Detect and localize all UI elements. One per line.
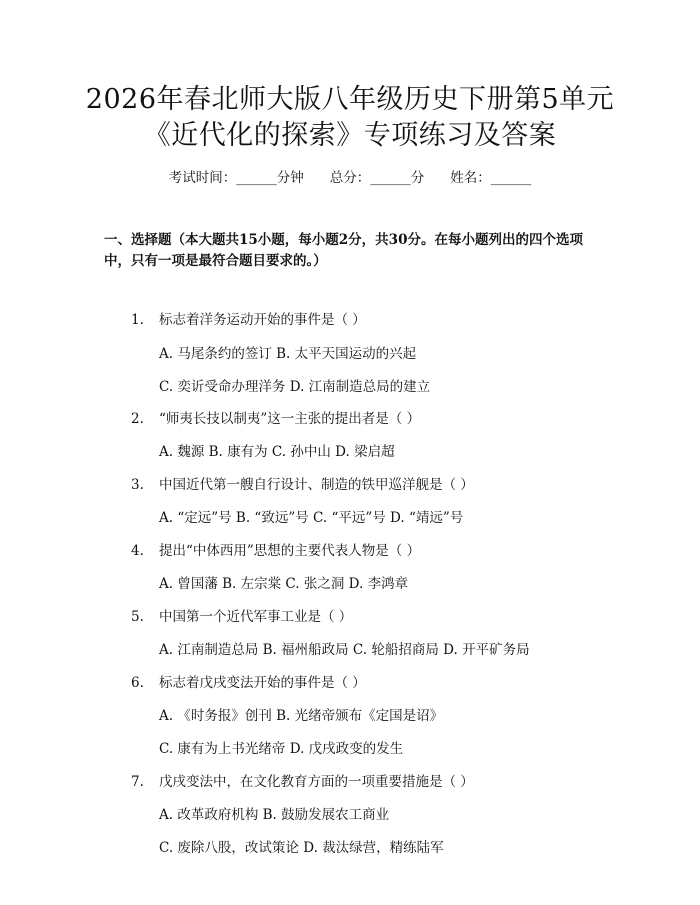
question-number: 3. xyxy=(131,477,144,493)
question-options: A. 《时务报》创刊 B. 光绪帝颁布《定国是诏》 xyxy=(159,708,444,724)
question-options: A. 魏源 B. 康有为 C. 孙中山 D. 梁启超 xyxy=(159,444,395,460)
question-number: 4. xyxy=(131,543,144,559)
question-options: A. 马尾条约的签订 B. 太平天国运动的兴起 xyxy=(159,346,417,362)
question-number: 6. xyxy=(131,675,144,691)
question-text: 中国近代第一艘自行设计、制造的铁甲巡洋舰是（ ） xyxy=(159,477,474,493)
exam-title-line2: 《近代化的探索》专项练习及答案 xyxy=(143,120,557,151)
question-number: 1. xyxy=(131,312,144,328)
total-score-field: 总分：______分 xyxy=(329,170,425,186)
question-options: A. 改革政府机构 B. 鼓励发展农工商业 xyxy=(159,807,390,823)
question-options: C. 奕䜣受命办理洋务 D. 江南制造总局的建立 xyxy=(159,379,431,395)
question-text: “师夷长技以制夷”这一主张的提出者是（ ） xyxy=(159,411,421,427)
question-text: 提出“中体西用”思想的主要代表人物是（ ） xyxy=(159,543,421,559)
question-text: 标志着戊戌变法开始的事件是（ ） xyxy=(159,675,366,691)
student-name-field: 姓名：______ xyxy=(450,170,532,186)
exam-time-field: 考试时间：______分钟 xyxy=(168,170,304,186)
question-options: A. 曾国藩 B. 左宗棠 C. 张之洞 D. 李鸿章 xyxy=(159,576,409,592)
question-options: C. 废除八股，改试策论 D. 裁汰绿营，精练陆军 xyxy=(159,840,444,856)
question-number: 2. xyxy=(131,411,144,427)
question-text: 戊戌变法中，在文化教育方面的一项重要措施是（ ） xyxy=(159,774,474,790)
exam-title-line1: 2026年春北师大版八年级历史下册第5单元 xyxy=(85,84,615,115)
question-number: 5. xyxy=(131,609,144,625)
question-options: C. 康有为上书光绪帝 D. 戊戌政变的发生 xyxy=(159,741,404,757)
question-options: A. 江南制造总局 B. 福州船政局 C. 轮船招商局 D. 开平矿务局 xyxy=(159,642,530,658)
question-options: A. “定远”号 B. “致远”号 C. “平远”号 D. “靖远”号 xyxy=(159,510,464,526)
question-text: 标志着洋务运动开始的事件是（ ） xyxy=(159,312,366,328)
exam-meta-line xyxy=(0,169,700,187)
question-text: 中国第一个近代军事工业是（ ） xyxy=(159,609,353,625)
section-heading: 一、选择题（本大题共15小题，每小题2分，共30分。在每小题列出的四个选项中，只有一项是最符合题目要求的。） xyxy=(104,232,583,269)
question-number: 7. xyxy=(131,774,144,790)
